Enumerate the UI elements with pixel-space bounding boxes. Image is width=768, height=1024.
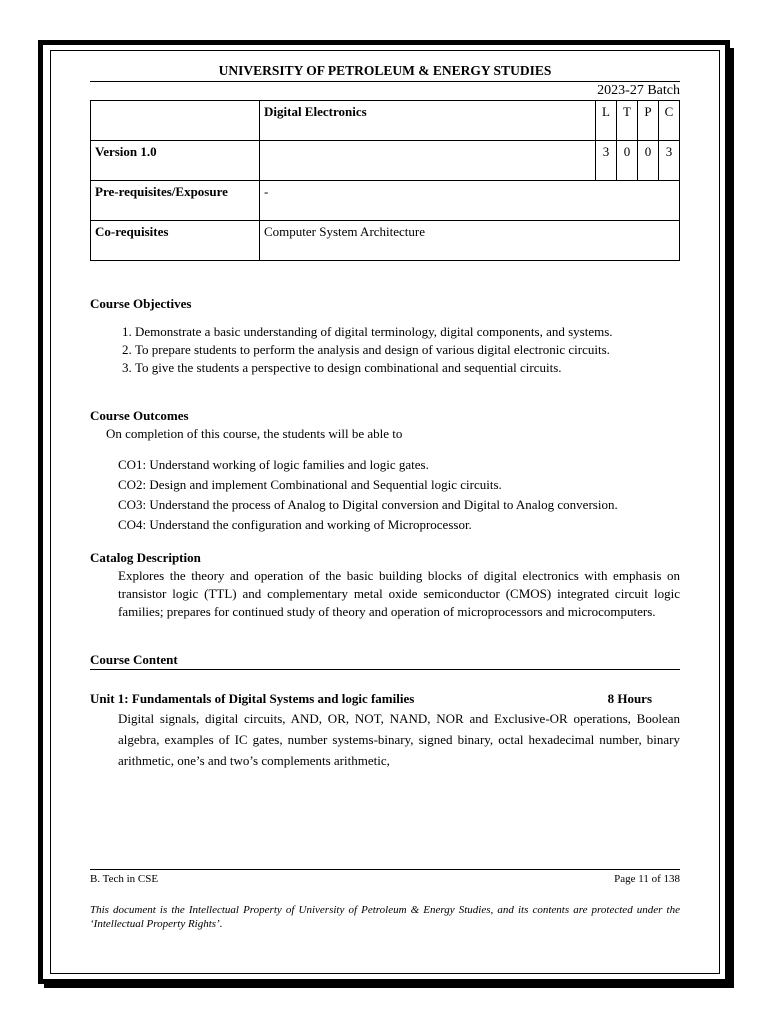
university-title: UNIVERSITY OF PETROLEUM & ENERGY STUDIES bbox=[90, 62, 680, 82]
blank-cell bbox=[91, 101, 260, 141]
prereq-label: Pre-requisites/Exposure bbox=[91, 181, 260, 221]
footer-program: B. Tech in CSE bbox=[90, 873, 159, 885]
footer-row bbox=[90, 869, 680, 885]
ltpc-header-l: L bbox=[596, 101, 617, 141]
ltpc-value-p: 0 bbox=[638, 141, 659, 181]
objective-item: 3. To give the students a perspective to design combinational and sequential circuits. bbox=[135, 359, 680, 377]
content-heading: Course Content bbox=[90, 651, 680, 670]
outcomes-heading: Course Outcomes bbox=[90, 408, 189, 423]
ltpc-header-c: C bbox=[659, 101, 680, 141]
objectives-heading: Course Objectives bbox=[90, 296, 192, 311]
prereq-value: - bbox=[260, 181, 680, 221]
outcome-item: CO3: Understand the process of Analog to Digital conversion and Digital to Analog conversion. bbox=[118, 497, 618, 512]
unit-1-title-row bbox=[90, 690, 680, 708]
unit-1-hours: 8 Hours bbox=[607, 691, 652, 706]
catalog-text: Explores the theory and operation of the basic building blocks of digital electronics with emphasis on transistor logic (TTL) and complementary metal oxide semiconductor (CMOS) integrated circuit logic families; prepares for continued study of theory and operation of microprocessors and microcomputers. bbox=[118, 568, 680, 619]
catalog-heading: Catalog Description bbox=[90, 550, 201, 565]
footer-page-number: Page 11 of 138 bbox=[614, 873, 680, 885]
course-name: Digital Electronics bbox=[260, 101, 596, 141]
page-border-shadow-right bbox=[730, 48, 734, 988]
page-border-shadow-bottom bbox=[44, 984, 734, 988]
page-footer bbox=[90, 869, 680, 931]
outcome-item: CO2: Design and implement Combinational and Sequential logic circuits. bbox=[118, 477, 502, 492]
coreq-label: Co-requisites bbox=[91, 221, 260, 261]
ltpc-value-l: 3 bbox=[596, 141, 617, 181]
objective-item: 1. Demonstrate a basic understanding of digital terminology, digital components, and systems. bbox=[135, 323, 680, 341]
document-body bbox=[90, 62, 680, 771]
outcome-item: CO1: Understand working of logic families and logic gates. bbox=[118, 457, 429, 472]
objectives-list bbox=[90, 323, 680, 377]
ltpc-header-p: P bbox=[638, 101, 659, 141]
outcomes-intro: On completion of this course, the students will be able to bbox=[106, 426, 403, 441]
version-value bbox=[260, 141, 596, 181]
footer-ip-note: This document is the Intellectual Property of University of Petroleum & Energy Studies, and its contents are protected under the ‘Intellectual Property Rights’. bbox=[90, 904, 680, 930]
ltpc-header-t: T bbox=[617, 101, 638, 141]
course-info-table bbox=[90, 100, 680, 261]
ltpc-value-c: 3 bbox=[659, 141, 680, 181]
unit-1-title: Unit 1: Fundamentals of Digital Systems and logic families bbox=[90, 691, 415, 706]
coreq-value: Computer System Architecture bbox=[260, 221, 680, 261]
objective-item: 2. To prepare students to perform the analysis and design of various digital electronic circuits. bbox=[135, 341, 680, 359]
version-label: Version 1.0 bbox=[91, 141, 260, 181]
ltpc-value-t: 0 bbox=[617, 141, 638, 181]
batch-label: 2023-27 Batch bbox=[597, 83, 680, 98]
outcome-item: CO4: Understand the configuration and working of Microprocessor. bbox=[118, 517, 472, 532]
unit-1-text: Digital signals, digital circuits, AND, OR, NOT, NAND, NOR and Exclusive-OR operations, Boolean algebra, examples of IC gates, number systems-binary, signed binary, octal hexadecimal number, binary arithmetic, one’s and two’s complements arithmetic, bbox=[118, 711, 680, 768]
